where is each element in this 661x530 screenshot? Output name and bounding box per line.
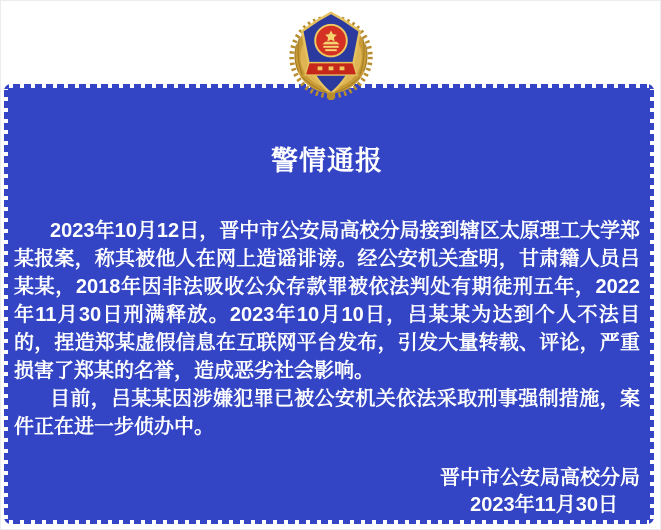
notice-panel bbox=[4, 84, 654, 524]
notice-content bbox=[4, 84, 654, 524]
notice-title: 警情通报 bbox=[271, 146, 383, 176]
notice-paragraph-1: 2023年10月12日，晋中市公安局高校分局接到辖区太原理工大学郑某报案，称其被他人在网上造谣诽谤。经公安机关查明，甘肃籍人员吕某某，2018年因非法吸收公众存款罪被依法判处有期徒刑五年，2022年11月30日刑满释放。2023年10月10日，吕某某为达到个人不法目的，捏造郑某虚假信息在互联网平台发布，引发大量转载、评论，严重损害了郑某的名誉，造成恶劣社会影响。 bbox=[14, 220, 640, 382]
notice-body bbox=[14, 217, 640, 441]
police-emblem-icon bbox=[282, 8, 379, 100]
signature-block bbox=[14, 465, 640, 519]
signature-issuer: 晋中市公安局高校分局 bbox=[440, 467, 640, 489]
notice-paragraph-2: 目前，吕某某因涉嫌犯罪已被公安机关依法采取刑事强制措施，案件正在进一步侦办中。 bbox=[14, 388, 640, 438]
signature-date: 2023年11月30日 bbox=[470, 494, 618, 516]
